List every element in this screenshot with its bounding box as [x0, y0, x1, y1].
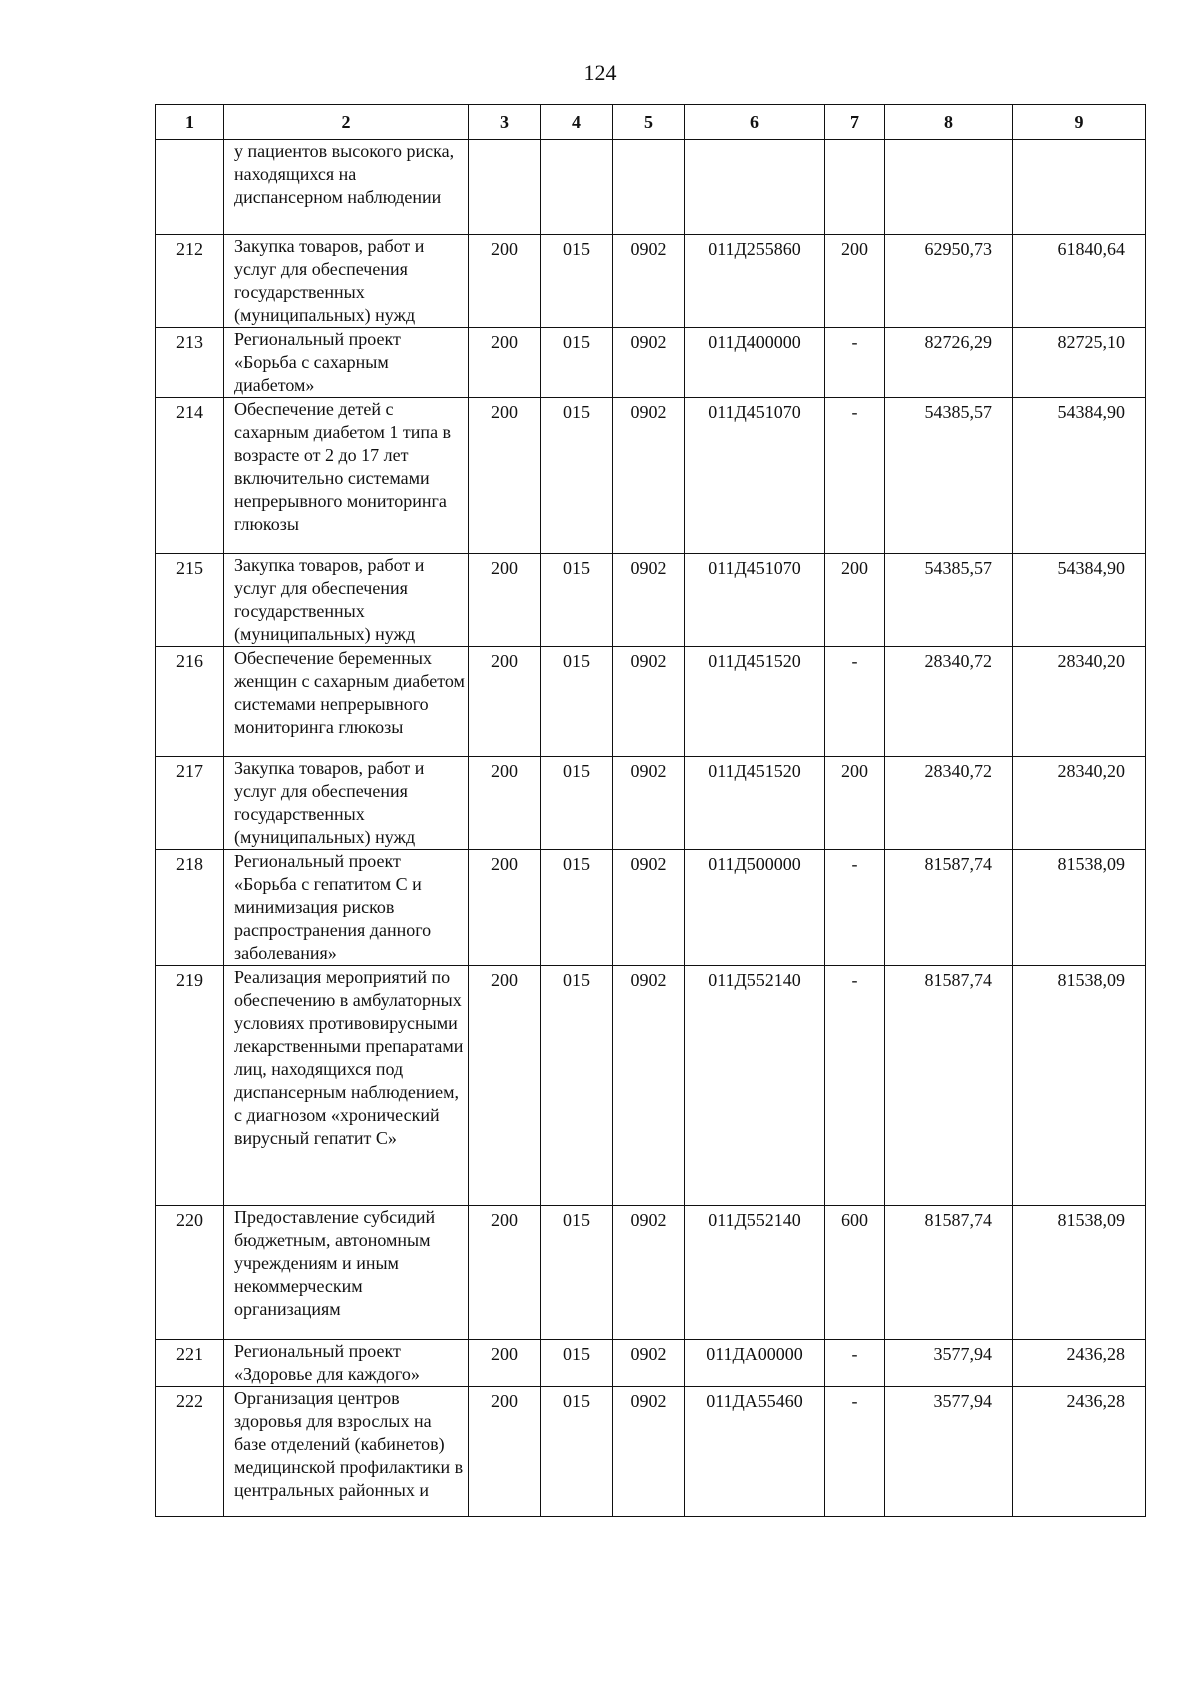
row-name: Обеспечение детей с сахарным диабетом 1 типа в возрасте от 2 до 17 лет включительно системами непрерывного мониторинга глюкозы: [224, 398, 469, 554]
cell-col-7: 200: [825, 757, 885, 850]
column-header: 8: [885, 105, 1013, 140]
row-name: Закупка товаров, работ и услуг для обеспечения государственных (муниципальных) нужд: [224, 554, 469, 647]
cell-col-3: 200: [469, 1206, 541, 1340]
row-name: Обеспечение беременных женщин с сахарным диабетом системами непрерывного мониторинга глюкозы: [224, 647, 469, 757]
cell-col-9: 81538,09: [1013, 850, 1146, 966]
cell-col-8: 28340,72: [885, 647, 1013, 757]
row-name: Региональный проект «Здоровье для каждого»: [224, 1340, 469, 1387]
row-number: 218: [156, 850, 224, 966]
cell-col-8: [885, 140, 1013, 235]
cell-col-6: 011Д500000: [685, 850, 825, 966]
cell-col-6: 011Д451070: [685, 554, 825, 647]
row-name: Предоставление субсидий бюджетным, автономным учреждениям и иным некоммерческим организациям: [224, 1206, 469, 1340]
cell-col-9: 2436,28: [1013, 1387, 1146, 1517]
cell-col-4: 015: [541, 398, 613, 554]
column-header: 9: [1013, 105, 1146, 140]
cell-col-9: 54384,90: [1013, 554, 1146, 647]
table-row: [156, 1340, 1146, 1387]
cell-col-5: [613, 140, 685, 235]
cell-col-9: 54384,90: [1013, 398, 1146, 554]
cell-col-4: 015: [541, 1387, 613, 1517]
cell-col-5: 0902: [613, 1387, 685, 1517]
cell-col-3: [469, 140, 541, 235]
table-row: [156, 757, 1146, 850]
row-number: [156, 140, 224, 235]
column-header: 6: [685, 105, 825, 140]
table-row: [156, 398, 1146, 554]
cell-col-4: 015: [541, 647, 613, 757]
cell-col-5: 0902: [613, 647, 685, 757]
cell-col-6: 011Д552140: [685, 966, 825, 1206]
cell-col-7: -: [825, 966, 885, 1206]
cell-col-3: 200: [469, 554, 541, 647]
cell-col-5: 0902: [613, 966, 685, 1206]
column-header: 4: [541, 105, 613, 140]
cell-col-9: 81538,09: [1013, 1206, 1146, 1340]
cell-col-7: [825, 140, 885, 235]
cell-col-5: 0902: [613, 328, 685, 398]
cell-col-8: 3577,94: [885, 1387, 1013, 1517]
cell-col-9: 61840,64: [1013, 235, 1146, 328]
row-name: Региональный проект «Борьба с гепатитом С и минимизация рисков распространения данного заболевания»: [224, 850, 469, 966]
row-name: Организация центров здоровья для взрослых на базе отделений (кабинетов) медицинской профилактики в центральных районных и: [224, 1387, 469, 1517]
cell-col-6: 011Д451070: [685, 398, 825, 554]
cell-col-9: [1013, 140, 1146, 235]
cell-col-8: 3577,94: [885, 1340, 1013, 1387]
row-name: Реализация мероприятий по обеспечению в амбулаторных условиях противовирусными лекарственными препаратами лиц, находящихся под диспансерным наблюдением, с диагнозом «хронический вирусный гепатит С»: [224, 966, 469, 1206]
cell-col-3: 200: [469, 328, 541, 398]
cell-col-9: 82725,10: [1013, 328, 1146, 398]
cell-col-6: 011Д255860: [685, 235, 825, 328]
table-row: [156, 554, 1146, 647]
column-header: 7: [825, 105, 885, 140]
table-row: [156, 1206, 1146, 1340]
cell-col-6: 011ДА55460: [685, 1387, 825, 1517]
cell-col-6: 011ДА00000: [685, 1340, 825, 1387]
cell-col-7: 200: [825, 554, 885, 647]
column-header: 3: [469, 105, 541, 140]
row-number: 221: [156, 1340, 224, 1387]
cell-col-8: 81587,74: [885, 966, 1013, 1206]
cell-col-5: 0902: [613, 850, 685, 966]
cell-col-4: 015: [541, 1206, 613, 1340]
table-row: [156, 1387, 1146, 1517]
table-row: [156, 328, 1146, 398]
cell-col-3: 200: [469, 757, 541, 850]
cell-col-7: -: [825, 1340, 885, 1387]
row-number: 212: [156, 235, 224, 328]
row-number: 214: [156, 398, 224, 554]
table-row: [156, 647, 1146, 757]
cell-col-8: 54385,57: [885, 554, 1013, 647]
table-row: [156, 140, 1146, 235]
cell-col-3: 200: [469, 398, 541, 554]
cell-col-5: 0902: [613, 757, 685, 850]
row-name: Закупка товаров, работ и услуг для обеспечения государственных (муниципальных) нужд: [224, 235, 469, 328]
cell-col-5: 0902: [613, 398, 685, 554]
budget-table: [155, 104, 1146, 1517]
cell-col-9: 28340,20: [1013, 647, 1146, 757]
cell-col-8: 82726,29: [885, 328, 1013, 398]
cell-col-4: 015: [541, 554, 613, 647]
cell-col-3: 200: [469, 647, 541, 757]
cell-col-3: 200: [469, 1387, 541, 1517]
cell-col-4: 015: [541, 235, 613, 328]
cell-col-6: [685, 140, 825, 235]
cell-col-9: 28340,20: [1013, 757, 1146, 850]
cell-col-5: 0902: [613, 1340, 685, 1387]
header-row: [156, 105, 1146, 140]
cell-col-5: 0902: [613, 1206, 685, 1340]
column-header: 1: [156, 105, 224, 140]
cell-col-3: 200: [469, 966, 541, 1206]
cell-col-6: 011Д451520: [685, 647, 825, 757]
cell-col-7: -: [825, 1387, 885, 1517]
cell-col-8: 54385,57: [885, 398, 1013, 554]
table-row: [156, 850, 1146, 966]
row-name: Региональный проект «Борьба с сахарным диабетом»: [224, 328, 469, 398]
cell-col-5: 0902: [613, 235, 685, 328]
cell-col-8: 62950,73: [885, 235, 1013, 328]
cell-col-7: -: [825, 850, 885, 966]
cell-col-3: 200: [469, 235, 541, 328]
cell-col-4: 015: [541, 328, 613, 398]
cell-col-9: 81538,09: [1013, 966, 1146, 1206]
cell-col-7: 600: [825, 1206, 885, 1340]
cell-col-6: 011Д552140: [685, 1206, 825, 1340]
row-number: 213: [156, 328, 224, 398]
row-number: 217: [156, 757, 224, 850]
row-name: Закупка товаров, работ и услуг для обеспечения государственных (муниципальных) нужд: [224, 757, 469, 850]
table-row: [156, 966, 1146, 1206]
cell-col-4: [541, 140, 613, 235]
table-body: [156, 140, 1146, 1517]
cell-col-4: 015: [541, 1340, 613, 1387]
column-header: 2: [224, 105, 469, 140]
cell-col-8: 81587,74: [885, 1206, 1013, 1340]
row-number: 220: [156, 1206, 224, 1340]
cell-col-7: 200: [825, 235, 885, 328]
cell-col-4: 015: [541, 966, 613, 1206]
row-number: 222: [156, 1387, 224, 1517]
row-number: 216: [156, 647, 224, 757]
cell-col-5: 0902: [613, 554, 685, 647]
row-name: у пациентов высокого риска, находящихся на диспансерном наблюдении: [224, 140, 469, 235]
cell-col-6: 011Д451520: [685, 757, 825, 850]
row-number: 219: [156, 966, 224, 1206]
cell-col-3: 200: [469, 850, 541, 966]
cell-col-7: -: [825, 328, 885, 398]
cell-col-9: 2436,28: [1013, 1340, 1146, 1387]
cell-col-8: 81587,74: [885, 850, 1013, 966]
cell-col-7: -: [825, 647, 885, 757]
cell-col-4: 015: [541, 850, 613, 966]
cell-col-7: -: [825, 398, 885, 554]
cell-col-8: 28340,72: [885, 757, 1013, 850]
page-number: 124: [583, 60, 617, 85]
cell-col-4: 015: [541, 757, 613, 850]
column-header: 5: [613, 105, 685, 140]
cell-col-3: 200: [469, 1340, 541, 1387]
table-row: [156, 235, 1146, 328]
cell-col-6: 011Д400000: [685, 328, 825, 398]
row-number: 215: [156, 554, 224, 647]
